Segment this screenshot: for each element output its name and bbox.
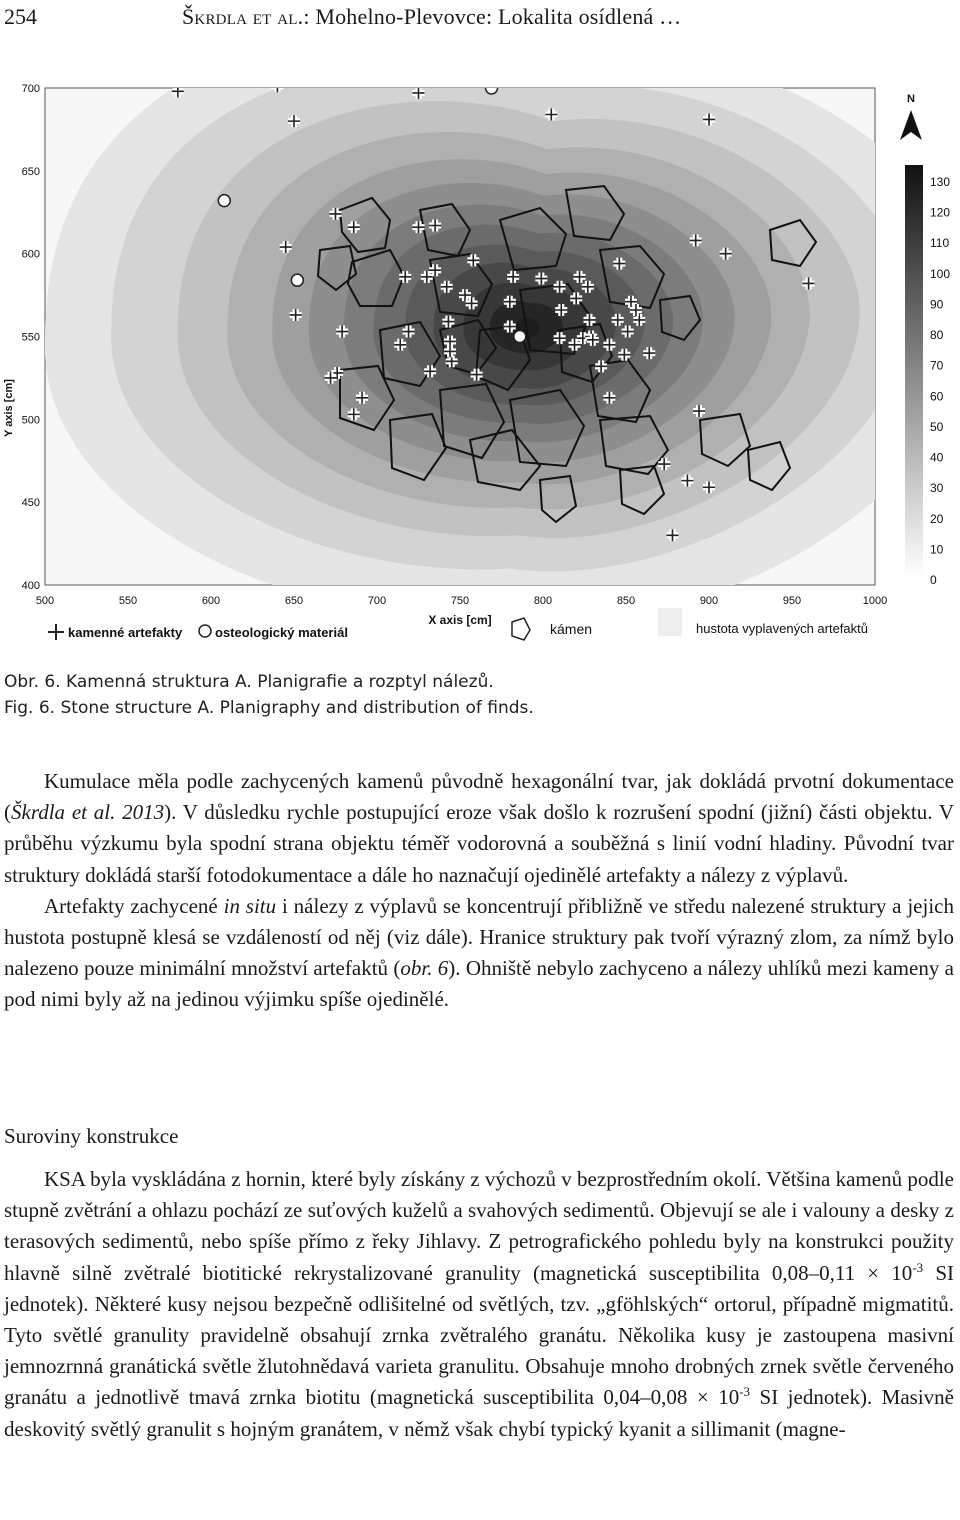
superscript-2: -3 bbox=[739, 1384, 751, 1400]
paragraph-2-text-c: i nálezy z výplavů se koncentrují přibližně ve středu nalezené struktury a jejich hustota postupně klesá se vzdáleností od něj (viz dále). Hranice struktury pak tvoří výrazný zlom, za nímž bylo nalezeno pouze minimální množství artefaktů ( bbox=[4, 893, 954, 981]
superscript-1: -3 bbox=[912, 1259, 924, 1275]
osteological-marker bbox=[218, 195, 230, 207]
x-axis-ticks bbox=[36, 595, 887, 607]
paragraph-2-text-e: ). Ohniště nebylo zachyceno a nálezy uhlíků mezi kameny a pod nimi byly až na jedinou výjimku spíše ojedinělé. bbox=[4, 956, 954, 1012]
scale-tick-label: 10 bbox=[930, 542, 944, 557]
paragraph-1-text-a: Kumulace měla podle zachycených kamenů původně hexagonální tvar, jak dokládá prvotní dokumentace ( bbox=[4, 769, 954, 825]
citation: Škrdla et al. 2013 bbox=[11, 800, 165, 825]
scale-tick-label: 70 bbox=[930, 358, 944, 373]
caption-en: Fig. 6. Stone structure A. Planigraphy and distribution of finds. bbox=[4, 698, 534, 718]
section-1-text bbox=[4, 766, 954, 1016]
north-arrow bbox=[900, 93, 922, 140]
x-tick-label: 800 bbox=[533, 595, 553, 607]
legend-stone: kámen bbox=[550, 621, 593, 637]
density-scale-bar bbox=[905, 165, 923, 577]
paragraph-3-text-c: SI jednotek). Masivně deskovitý světlý granulit s hojným granátem, v němž však chybí typický kyanit a sillimanit (magne- bbox=[4, 1385, 955, 1441]
scale-tick-label: 50 bbox=[930, 419, 944, 434]
legend-osteological: osteologický materiál bbox=[215, 625, 348, 640]
scale-tick-label: 30 bbox=[930, 481, 944, 496]
page-number: 254 bbox=[4, 4, 37, 29]
scale-tick-label: 130 bbox=[930, 175, 951, 189]
y-tick-label: 500 bbox=[21, 414, 40, 427]
y-tick-label: 550 bbox=[21, 331, 40, 344]
cross-icon-outline bbox=[48, 624, 64, 640]
x-axis-label: X axis [cm] bbox=[428, 613, 492, 627]
paragraph-2 bbox=[4, 891, 954, 1016]
figure-ref: obr. 6 bbox=[400, 956, 449, 981]
paragraph-3-text-a: KSA byla vyskládána z hornin, které byly získány z výchozů v bezprostředním okolí. Většina kamenů podle stupně zvětrání a ohlazu pochází ze suťových kuželů a svahových sedimentů. Objevují se ale i valouny a desky z terasových sedimentů, nebo spíše přímo z řeky Jihlavy. Z petrografického pohledu byly na konstrukci použity hlavně silně zvětralé biotitické rekrystalizované granulity (magnetická susceptibilita 0,08–0,11 × 10 bbox=[4, 1167, 954, 1285]
osteological-marker bbox=[886, 440, 898, 452]
density-scale-ticks bbox=[930, 175, 950, 587]
x-tick-label: 900 bbox=[699, 595, 719, 607]
y-tick-label: 700 bbox=[21, 83, 40, 95]
osteological-marker bbox=[514, 331, 526, 343]
scale-tick-label: 60 bbox=[930, 389, 944, 404]
y-tick-label: 450 bbox=[21, 497, 40, 510]
scale-tick-label: 100 bbox=[930, 266, 951, 281]
density-contours bbox=[45, 70, 960, 622]
y-tick-label: 600 bbox=[21, 248, 40, 261]
scale-tick-label: 90 bbox=[930, 297, 944, 312]
x-tick-label: 1000 bbox=[862, 595, 888, 607]
in-situ: in situ bbox=[223, 893, 277, 918]
x-tick-label: 700 bbox=[367, 595, 387, 607]
stone-artefact-marker bbox=[894, 400, 906, 412]
x-tick-label: 850 bbox=[616, 595, 636, 607]
osteological-marker bbox=[486, 82, 498, 94]
scale-tick-label: 20 bbox=[930, 511, 944, 526]
north-arrow-icon bbox=[900, 110, 922, 140]
north-label: N bbox=[907, 93, 915, 105]
x-tick-label: 750 bbox=[450, 595, 470, 607]
figure-planigraphy bbox=[0, 70, 960, 650]
paragraph-2-text-a: Artefakty zachycené bbox=[44, 893, 224, 918]
paragraph-3 bbox=[4, 1164, 954, 1445]
scale-tick-label: 40 bbox=[930, 450, 944, 465]
legend-density: hustota vyplavených artefaktů bbox=[696, 621, 868, 636]
x-tick-label: 500 bbox=[35, 595, 55, 607]
scale-tick-label: 120 bbox=[930, 205, 951, 220]
running-title-text: : Mohelno-Plevovce: Lokalita osídlená … bbox=[303, 4, 682, 29]
paragraph-3-text-b: SI jednotek). Některé kusy nejsou bezpečně odlišitelné od světlých, tzv. „gföhlských“ ortorul, případně migmatitů. Tyto světlé granulity pravidelně obsahují zrnka zvětralého granátu. Několika kusy je zastoupena masivní jemnozrnná granátická světle žlutohnědavá varieta granulitu. Obsahuje mnoho drobných zrnek světle červeného granátu a jednotlivě tmavá zrnka biotitu (magnetická susceptibilita 0,04–0,08 × 10 bbox=[4, 1260, 954, 1410]
circle-icon bbox=[199, 625, 211, 637]
figure-caption bbox=[4, 669, 534, 721]
running-title-authors: Škrdla et al. bbox=[182, 4, 304, 29]
running-title bbox=[182, 4, 681, 30]
x-tick-label: 950 bbox=[782, 595, 802, 607]
paragraph-1-text-c: ). V důsledku rychle postupující eroze však došlo k rozrušení spodní (jižní) části objektu. V průběhu výzkumu byla spodní strana objektu téměř vodorovná a souběžná s linií vodní hladiny. Původní tvar struktury dokládá starší fotodokumentace a dále ho naznačují ojedinělé artefakty a nálezy z výplavů. bbox=[4, 800, 954, 887]
section-heading: Suroviny konstrukce bbox=[4, 1124, 179, 1148]
y-tick-label: 650 bbox=[21, 165, 40, 178]
paragraph-1 bbox=[4, 766, 954, 891]
x-tick-label: 550 bbox=[118, 595, 138, 607]
y-tick-label: 400 bbox=[21, 580, 40, 592]
density-swatch bbox=[658, 608, 682, 636]
x-tick-label: 600 bbox=[201, 595, 221, 607]
legend-stone-artefacts: kamenné artefakty bbox=[68, 625, 183, 640]
section-2-text bbox=[4, 1164, 954, 1445]
y-axis-label: Y axis [cm] bbox=[3, 379, 15, 437]
osteological-marker bbox=[291, 274, 303, 286]
scale-tick-label: 80 bbox=[930, 328, 944, 343]
scale-tick-label: 110 bbox=[930, 236, 950, 251]
y-axis-ticks bbox=[22, 83, 40, 592]
x-tick-label: 650 bbox=[284, 595, 304, 607]
stone-icon bbox=[512, 618, 530, 640]
caption-cz: Obr. 6. Kamenná struktura A. Planigrafie a rozptyl nálezů. bbox=[4, 672, 494, 692]
scale-tick-label: 0 bbox=[930, 573, 937, 587]
